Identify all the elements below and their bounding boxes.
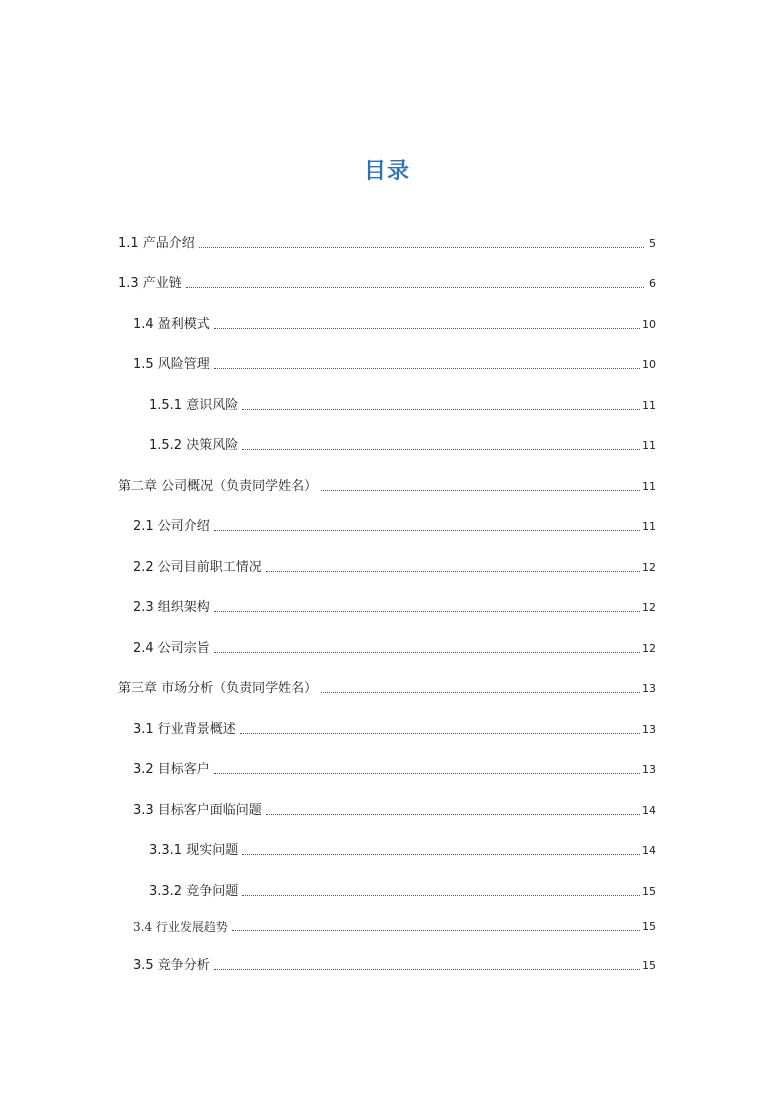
toc-entry-label: 3.2 目标客户 (133, 762, 210, 777)
toc-entry[interactable] (118, 272, 656, 292)
toc-dot-leader (214, 652, 640, 653)
toc-entry-label: 2.2 公司目前职工情况 (133, 560, 262, 575)
toc-entry[interactable] (149, 839, 656, 859)
toc-entry-page-number: 15 (642, 920, 656, 933)
toc-entry[interactable] (133, 353, 656, 373)
toc-entry-label: 3.3.2 竞争问题 (149, 884, 239, 899)
toc-entry[interactable] (133, 758, 656, 778)
toc-entry[interactable] (133, 799, 656, 819)
toc-entry-label: 第二章 公司概况（负责同学姓名） (118, 479, 318, 494)
toc-dot-leader (186, 287, 644, 288)
toc-entry-label: 3.3.1 现实问题 (149, 843, 239, 858)
toc-entry[interactable] (133, 313, 656, 333)
toc-dot-leader (321, 692, 640, 693)
toc-entry-page-number: 12 (642, 601, 656, 614)
toc-entry-label: 1.5.1 意识风险 (149, 398, 239, 413)
toc-entry-label: 1.1 产品介绍 (118, 236, 195, 251)
toc-dot-leader (321, 490, 640, 491)
toc-dot-leader (240, 733, 640, 734)
toc-entry-page-number: 6 (649, 277, 656, 290)
toc-entry-label: 1.5 风险管理 (133, 357, 210, 372)
toc-entry-page-number: 11 (642, 439, 656, 452)
toc-entry-page-number: 12 (642, 561, 656, 574)
toc-entry[interactable] (133, 915, 656, 935)
toc-entry-label: 第三章 市场分析（负责同学姓名） (118, 681, 318, 696)
toc-entry[interactable] (133, 556, 656, 576)
toc-entry-label: 2.3 组织架构 (133, 600, 210, 615)
toc-entry-label: 3.4 行业发展趋势 (133, 920, 228, 934)
toc-dot-leader (214, 368, 640, 369)
toc-entry[interactable] (118, 677, 656, 697)
toc-entry-page-number: 10 (642, 318, 656, 331)
toc-entry-label: 1.5.2 决策风险 (149, 438, 239, 453)
toc-entry-page-number: 13 (642, 763, 656, 776)
toc-entry[interactable] (149, 394, 656, 414)
toc-entry-label: 1.4 盈利模式 (133, 317, 210, 332)
toc-entry-page-number: 5 (649, 237, 656, 250)
toc-dot-leader (242, 895, 640, 896)
toc-dot-leader (266, 571, 640, 572)
toc-dot-leader (242, 449, 640, 450)
toc-dot-leader (214, 328, 640, 329)
toc-entry-label: 3.3 目标客户面临问题 (133, 803, 262, 818)
toc-entry-page-number: 13 (642, 682, 656, 695)
toc-entry-page-number: 15 (642, 885, 656, 898)
toc-title: 目录 (363, 159, 410, 184)
toc-entry-page-number: 15 (642, 959, 656, 972)
toc-entry[interactable] (133, 515, 656, 535)
toc-entry[interactable] (133, 718, 656, 738)
toc-entry-page-number: 14 (642, 804, 656, 817)
toc-entry-label: 3.5 竞争分析 (133, 958, 210, 973)
toc-dot-leader (214, 611, 640, 612)
toc-entry[interactable] (149, 434, 656, 454)
toc-dot-leader (214, 530, 640, 531)
toc-dot-leader (214, 773, 640, 774)
toc-dot-leader (199, 247, 644, 248)
toc-dot-leader (242, 409, 640, 410)
toc-entry-page-number: 14 (642, 844, 656, 857)
toc-dot-leader (232, 930, 640, 931)
toc-entry[interactable] (133, 596, 656, 616)
toc-entry-label: 3.1 行业背景概述 (133, 722, 236, 737)
toc-entry-page-number: 12 (642, 642, 656, 655)
toc-entry-label: 2.1 公司介绍 (133, 519, 210, 534)
toc-dot-leader (214, 969, 640, 970)
toc-entry-page-number: 13 (642, 723, 656, 736)
toc-entry[interactable] (133, 637, 656, 657)
toc-dot-leader (266, 814, 640, 815)
toc-entry-label: 1.3 产业链 (118, 276, 182, 291)
toc-entry[interactable] (118, 232, 656, 252)
toc-entry-label: 2.4 公司宗旨 (133, 641, 210, 656)
toc-entry-page-number: 11 (642, 520, 656, 533)
toc-dot-leader (242, 854, 640, 855)
toc-entry-page-number: 11 (642, 480, 656, 493)
toc-entry[interactable] (149, 880, 656, 900)
toc-entry-page-number: 10 (642, 358, 656, 371)
toc-entry-page-number: 11 (642, 399, 656, 412)
toc-entry[interactable] (118, 475, 656, 495)
toc-entry[interactable] (133, 954, 656, 974)
